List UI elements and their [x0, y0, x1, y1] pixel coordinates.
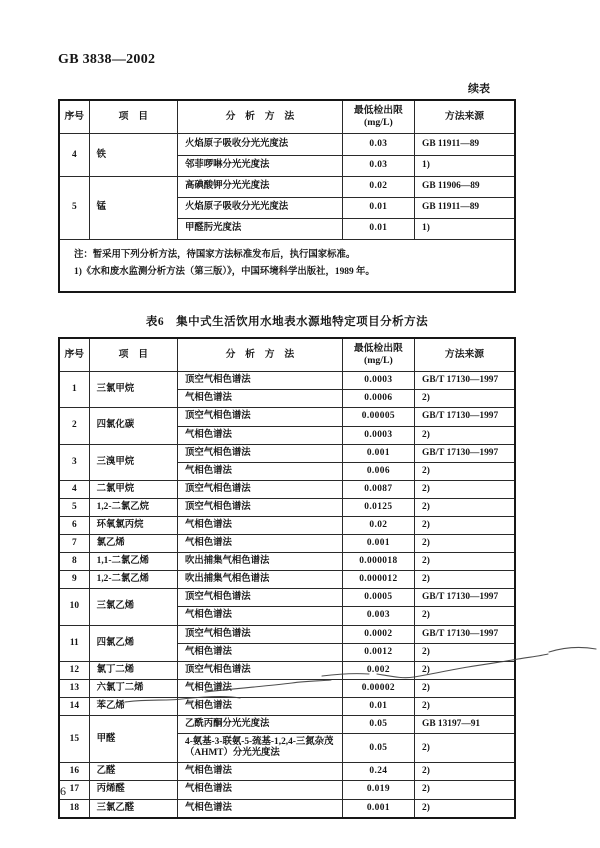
- source-cell: 2): [415, 697, 515, 715]
- item-cell: 三溴甲烷: [89, 444, 177, 480]
- limit-cell: 0.0003: [342, 426, 414, 444]
- item-cell: 丙烯醛: [89, 781, 177, 799]
- limit-cell: 0.001: [342, 799, 414, 818]
- table6-title: 表6 集中式生活饮用水地表水源地特定项目分析方法: [145, 315, 429, 328]
- item-cell: 二氯甲烷: [89, 480, 177, 498]
- table-row: [59, 781, 515, 799]
- index-cell: 17: [59, 781, 89, 799]
- limit-cell: 0.01: [342, 697, 414, 715]
- index-cell: 11: [59, 625, 89, 661]
- method-cell: 4-氨基-3-联氨-5-巯基-1,2,4-三氮杂茂（AHMT）分光光度法: [178, 734, 343, 763]
- analysis-methods-continued-table: [58, 99, 516, 293]
- continued-table-label: 续表: [468, 83, 490, 95]
- table-row: [59, 517, 515, 535]
- method-cell: 顶空气相色谱法: [178, 408, 343, 426]
- method-cell: 气相色谱法: [178, 426, 343, 444]
- method-cell: 顶空气相色谱法: [178, 498, 343, 516]
- method-cell: 气相色谱法: [178, 697, 343, 715]
- limit-cell: 0.00005: [342, 408, 414, 426]
- source-cell: 2): [415, 462, 515, 480]
- source-cell: GB/T 17130—1997: [415, 372, 515, 390]
- method-cell: 邻菲啰啉分光光度法: [178, 155, 343, 176]
- index-cell: 2: [59, 408, 89, 444]
- index-cell: 3: [59, 444, 89, 480]
- notes-row: [59, 239, 515, 291]
- method-cell: 乙酰丙酮分光光度法: [178, 716, 343, 734]
- limit-cell: 0.05: [342, 716, 414, 734]
- table-row: [59, 498, 515, 516]
- method-cell: 顶空气相色谱法: [178, 372, 343, 390]
- header-row: [59, 100, 515, 134]
- table-row: [59, 571, 515, 589]
- page-content: [58, 52, 516, 819]
- method-cell: 气相色谱法: [178, 462, 343, 480]
- item-cell: 铁: [89, 134, 177, 176]
- table-row: [59, 372, 515, 390]
- limit-cell: 0.05: [342, 734, 414, 763]
- source-header: 方法来源: [415, 100, 515, 134]
- item-header: 项 目: [89, 100, 177, 134]
- index-cell: 7: [59, 535, 89, 553]
- source-cell: 2): [415, 535, 515, 553]
- table-row: [59, 589, 515, 607]
- limit-header-line: 最低检出限: [353, 105, 403, 116]
- method-cell: 顶空气相色谱法: [178, 661, 343, 679]
- table-row: [59, 625, 515, 643]
- method-cell: 气相色谱法: [178, 643, 343, 661]
- source-cell: 2): [415, 661, 515, 679]
- item-cell: 三氯甲烷: [89, 372, 177, 408]
- index-cell: 18: [59, 799, 89, 818]
- limit-cell: 0.0012: [342, 643, 414, 661]
- table-row: [59, 679, 515, 697]
- index-cell: 4: [59, 134, 89, 176]
- table-row: [59, 176, 515, 197]
- source-cell: GB/T 17130—1997: [415, 444, 515, 462]
- source-cell: GB/T 17130—1997: [415, 589, 515, 607]
- table-row: [59, 134, 515, 155]
- table-row: [59, 408, 515, 426]
- item-cell: 1,2-二氯乙烷: [89, 498, 177, 516]
- index-cell: 10: [59, 589, 89, 625]
- method-cell: 高碘酸钾分光光度法: [178, 176, 343, 197]
- index-cell: 5: [59, 176, 89, 239]
- item-cell: 三氯乙醛: [89, 799, 177, 818]
- item-cell: 三氯乙烯: [89, 589, 177, 625]
- limit-cell: 0.03: [342, 134, 414, 155]
- index-cell: 8: [59, 553, 89, 571]
- source-cell: GB 11911—89: [415, 134, 515, 155]
- method-cell: 气相色谱法: [178, 763, 343, 781]
- table-row: [59, 480, 515, 498]
- method-cell: 气相色谱法: [178, 799, 343, 818]
- limit-cell: 0.0002: [342, 625, 414, 643]
- index-header: 序号: [59, 338, 89, 372]
- limit-header-line: 最低检出限: [353, 342, 403, 354]
- limit-cell: 0.03: [342, 155, 414, 176]
- limit-cell: 0.00002: [342, 679, 414, 697]
- table-row: [59, 697, 515, 715]
- limit-cell: 0.0003: [342, 372, 414, 390]
- method-header: 分 析 方 法: [178, 100, 343, 134]
- item-cell: 环氧氯丙烷: [89, 517, 177, 535]
- limit-cell: 0.001: [342, 535, 414, 553]
- method-cell: 吹出捕集气相色谱法: [178, 553, 343, 571]
- method-cell: 火焰原子吸收分光光度法: [178, 134, 343, 155]
- method-cell: 气相色谱法: [178, 679, 343, 697]
- table-row: [59, 444, 515, 462]
- limit-cell: 0.01: [342, 218, 414, 239]
- method-cell: 气相色谱法: [178, 607, 343, 625]
- item-header: 项 目: [89, 338, 177, 372]
- source-cell: 1): [415, 155, 515, 176]
- source-cell: 2): [415, 517, 515, 535]
- index-cell: 6: [59, 517, 89, 535]
- source-cell: 2): [415, 679, 515, 697]
- index-cell: 13: [59, 679, 89, 697]
- index-cell: 4: [59, 480, 89, 498]
- method-cell: 火焰原子吸收分光光度法: [178, 197, 343, 218]
- item-cell: 苯乙烯: [89, 697, 177, 715]
- index-cell: 1: [59, 372, 89, 408]
- note-line: 1)《水和废水监测分析方法（第三版）》，中国环境科学出版社，1989 年。: [74, 266, 375, 277]
- item-cell: 氯丁二烯: [89, 661, 177, 679]
- limit-header: [342, 100, 414, 134]
- table-row: [59, 799, 515, 818]
- limit-cell: 0.0005: [342, 589, 414, 607]
- item-cell: 1,1-二氯乙烯: [89, 553, 177, 571]
- item-cell: 甲醛: [89, 716, 177, 763]
- method-cell: 气相色谱法: [178, 517, 343, 535]
- item-cell: 四氯化碳: [89, 408, 177, 444]
- limit-cell: 0.0006: [342, 390, 414, 408]
- pen-scribble: [549, 648, 596, 652]
- table-row: [59, 763, 515, 781]
- limit-cell: 0.002: [342, 661, 414, 679]
- source-cell: 2): [415, 734, 515, 763]
- limit-header: [342, 338, 414, 372]
- limit-cell: 0.003: [342, 607, 414, 625]
- source-cell: 2): [415, 553, 515, 571]
- item-cell: 1,2-二氯乙烯: [89, 571, 177, 589]
- limit-cell: 0.24: [342, 763, 414, 781]
- source-header: 方法来源: [415, 338, 515, 372]
- limit-cell: 0.0087: [342, 480, 414, 498]
- table-row: [59, 535, 515, 553]
- source-cell: 2): [415, 799, 515, 818]
- item-cell: 氯乙烯: [89, 535, 177, 553]
- item-cell: 六氯丁二烯: [89, 679, 177, 697]
- source-cell: 1): [415, 218, 515, 239]
- source-cell: 2): [415, 426, 515, 444]
- doc-number: GB 3838—2002: [58, 52, 156, 67]
- index-cell: 16: [59, 763, 89, 781]
- source-cell: GB/T 17130—1997: [415, 408, 515, 426]
- limit-header-line: (mg/L): [363, 117, 393, 129]
- source-cell: GB 11911—89: [415, 197, 515, 218]
- source-cell: 2): [415, 571, 515, 589]
- index-cell: 15: [59, 716, 89, 763]
- notes-cell: [59, 239, 515, 291]
- method-cell: 气相色谱法: [178, 535, 343, 553]
- source-cell: 2): [415, 607, 515, 625]
- source-cell: 2): [415, 390, 515, 408]
- method-cell: 顶空气相色谱法: [178, 589, 343, 607]
- method-cell: 顶空气相色谱法: [178, 480, 343, 498]
- table-row: [59, 553, 515, 571]
- source-cell: 2): [415, 643, 515, 661]
- table6-specific-items-table: [58, 337, 516, 819]
- page-number: 6: [60, 784, 66, 798]
- limit-cell: 0.0125: [342, 498, 414, 516]
- index-cell: 12: [59, 661, 89, 679]
- limit-cell: 0.02: [342, 176, 414, 197]
- method-cell: 顶空气相色谱法: [178, 444, 343, 462]
- method-cell: 吹出捕集气相色谱法: [178, 571, 343, 589]
- item-cell: 四氯乙烯: [89, 625, 177, 661]
- method-cell: 甲醛肟光度法: [178, 218, 343, 239]
- limit-cell: 0.01: [342, 197, 414, 218]
- source-cell: 2): [415, 763, 515, 781]
- source-cell: GB/T 17130—1997: [415, 625, 515, 643]
- limit-header-line: (mg/L): [363, 355, 393, 367]
- index-cell: 9: [59, 571, 89, 589]
- item-cell: 锰: [89, 176, 177, 239]
- note-line: 注：暂采用下列分析方法，待国家方法标准发布后，执行国家标准。: [74, 249, 356, 260]
- limit-cell: 0.001: [342, 444, 414, 462]
- source-cell: GB 13197—91: [415, 716, 515, 734]
- source-cell: 2): [415, 781, 515, 799]
- limit-cell: 0.019: [342, 781, 414, 799]
- method-cell: 气相色谱法: [178, 390, 343, 408]
- limit-cell: 0.000012: [342, 571, 414, 589]
- limit-cell: 0.02: [342, 517, 414, 535]
- limit-cell: 0.000018: [342, 553, 414, 571]
- table-row: [59, 661, 515, 679]
- source-cell: GB 11906—89: [415, 176, 515, 197]
- source-cell: 2): [415, 480, 515, 498]
- item-cell: 乙醛: [89, 763, 177, 781]
- index-cell: 5: [59, 498, 89, 516]
- index-cell: 14: [59, 697, 89, 715]
- source-cell: 2): [415, 498, 515, 516]
- method-cell: 气相色谱法: [178, 781, 343, 799]
- method-header: 分 析 方 法: [178, 338, 343, 372]
- table-row: [59, 716, 515, 734]
- limit-cell: 0.006: [342, 462, 414, 480]
- method-cell: 顶空气相色谱法: [178, 625, 343, 643]
- header-row: [59, 338, 515, 372]
- index-header: 序号: [59, 100, 89, 134]
